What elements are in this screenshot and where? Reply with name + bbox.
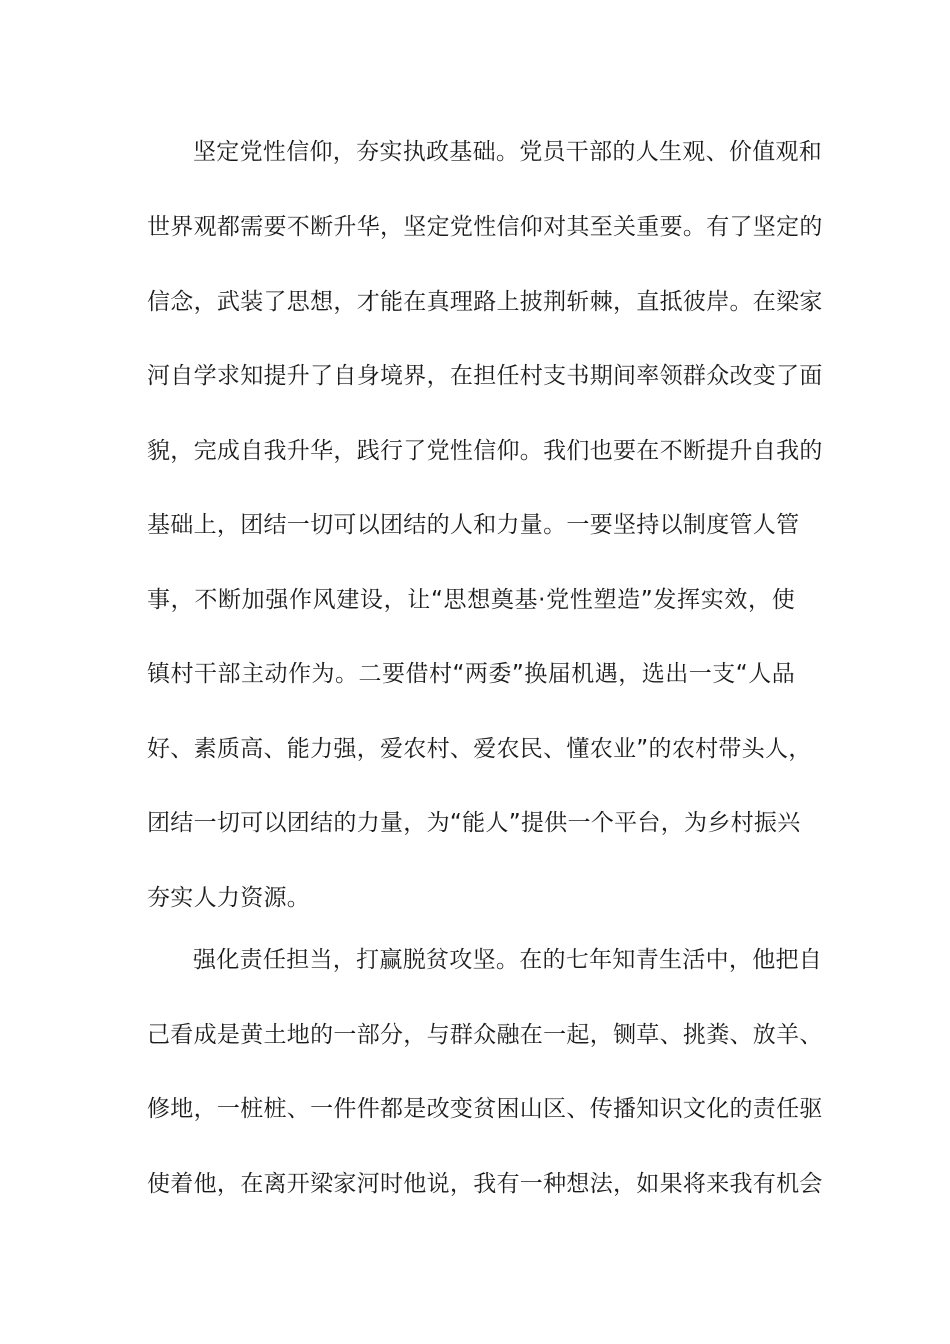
- paragraph-2-line-1: 强化责任担当，打赢脱贫攻坚。在的七年知青生活中，他把自: [193, 947, 823, 973]
- paragraph-2-line-3: 修地，一桩桩、一件件都是改变贫困山区、传播知识文化的责任驱: [147, 1096, 823, 1122]
- paragraph-1-line-4: 河自学求知提升了自身境界，在担任村支书期间率领群众改变了面: [147, 363, 823, 389]
- paragraph-1-line-7: 事，不断加强作风建设，让“思想奠基·党性塑造”发挥实效，使: [147, 587, 795, 613]
- paragraph-2-line-4: 使着他，在离开梁家河时他说，我有一种想法，如果将来我有机会: [147, 1171, 823, 1197]
- paragraph-1-line-1: 坚定党性信仰，夯实执政基础。党员干部的人生观、价值观和: [193, 139, 823, 165]
- paragraph-1-line-3: 信念，武装了思想，才能在真理路上披荆斩棘，直抵彼岸。在梁家: [147, 289, 823, 315]
- paragraph-1-line-5: 貌，完成自我升华，践行了党性信仰。我们也要在不断提升自我的: [147, 438, 823, 464]
- paragraph-1-line-6: 基础上，团结一切可以团结的人和力量。一要坚持以制度管人管: [147, 512, 800, 538]
- paragraph-1-line-10: 团结一切可以团结的力量，为“能人”提供一个平台，为乡村振兴: [147, 810, 801, 836]
- paragraph-1-line-2: 世界观都需要不断升华，坚定党性信仰对其至关重要。有了坚定的: [147, 214, 823, 240]
- paragraph-1-line-8: 镇村干部主动作为。二要借村“两委”换届机遇，选出一支“人品: [147, 661, 795, 687]
- paragraph-2-line-2: 己看成是黄土地的一部分，与群众融在一起，铡草、挑粪、放羊、: [147, 1022, 823, 1048]
- paragraph-1-line-9: 好、素质高、能力强，爱农村、爱农民、懂农业”的农村带头人，: [147, 736, 812, 762]
- paragraph-1-line-11: 夯实人力资源。: [147, 885, 311, 911]
